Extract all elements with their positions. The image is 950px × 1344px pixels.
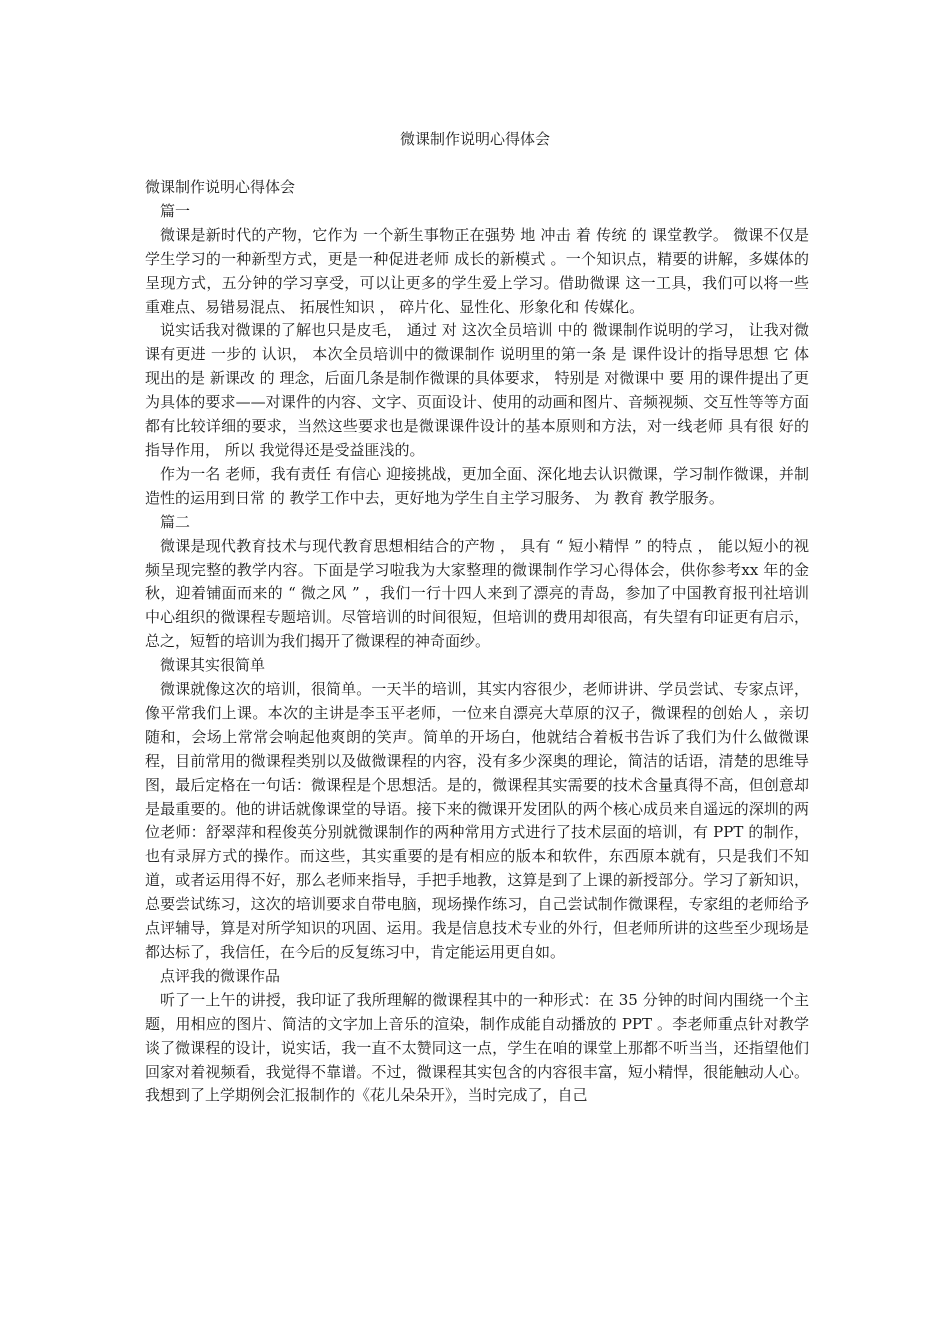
paragraph: 作为一名 老师，我有责任 有信心 迎接挑战，更加全面、深化地去认识微课，学习制作微课，并制造性的运用到日常 的 教学工作中去，更好地为学生自主学习服务、 为 教育 教学服务。 (145, 464, 809, 507)
document-body (145, 176, 809, 1108)
section-heading-microlesson-simple: 微课其实很简单 (160, 656, 266, 675)
section-heading-part-two: 篇二 (160, 512, 191, 531)
paragraph: 微课是现代教育技术与现代教育思想相结合的产物 ， 具有 “ 短小精悍 ” 的特点 ， 能以短小的视频呈现完整的教学内容。下面是学习啦我为大家整理的微课制作学习心得体会，供你参考xx 年的金秋，迎着铺面而来的 “ 微之风 ” ，我们一行十四人来到了漂亮的青岛，参加了中国教育报刊社培训中心组织的微课程专题培训。尽管培训的时间很短，但培训的费用却很高，有失望有印证更有启示，总之，短暂的培训为我们揭开了微课程的神奇面纱。 (145, 536, 809, 651)
document-subtitle: 微课制作说明心得体会 (145, 178, 296, 196)
section-heading-review-my-work: 点评我的微课作品 (160, 966, 281, 985)
paragraph: 听了一上午的讲授，我印证了我所理解的微课程其中的一种形式：在 35 分钟的时间内围绕一个主题，用相应的图片、简洁的文字加上音乐的渲染，制作成能自动播放的 PPT 。李老师重点针对教学谈了微课程的设计，说实话，我一直不太赞同这一点，学生在咱的课堂上那都不听当当，还指望他们回家对着视频看，我觉得不靠谱。不过，微课程其实包含的内容很丰富，短小精悍，很能触动人心。我想到了上学期例会汇报制作的《花儿朵朵开》，当时完成了，自己 (145, 990, 809, 1105)
paragraph: 微课就像这次的培训，很简单。一天半的培训，其实内容很少，老师讲讲、学员尝试、专家点评，像平常我们上课。本次的主讲是李玉平老师，一位来自漂亮大草原的汉子，微课程的创始人 ，亲切随和，会场上常常会响起他爽朗的笑声。简单的开场白，他就结合着板书告诉了我们为什么做微课程，目前常用的微课程类别以及做微课程的内容，没有多少深奥的理论，简洁的话语，清楚的思维导图，最后定格在一句话：微课程是个思想活。是的，微课程其实需要的技术含量真得不高，但创意却是最重要的。他的讲话就像课堂的导语。接下来的微课开发团队的两个核心成员来自遥远的深圳的两位老师：舒翠萍和程俊英分别就微课制作的两种常用方式进行了技术层面的培训，有 PPT 的制作，也有录屏方式的操作。而这些，其实重要的是有相应的版本和软件，东西原本就有，只是我们不知道，或者运用得不好，那么老师来指导，手把手地教，这算是到了上课的新授部分。学习了新知识，总要尝试练习，这次的培训要求自带电脑，现场操作练习，自己尝试制作微课程，专家组的老师给予点评辅导，算是对所学知识的巩固、运用。我是信息技术专业的外行，但老师所讲的这些至少现场是都达标了，我信任，在今后的反复练习中，肯定能运用更自如。 (145, 680, 809, 961)
paragraph: 微课是新时代的产物，它作为 一个新生事物正在强势 地 冲击 着 传统 的 课堂教学。 微课不仅是学生学习的一种新型方式，更是一种促进老师 成长的新模式 。一个知识点，精要的讲解，多媒体的呈现方式，五分钟的学习享受，可以让更多的学生爱上学习。借助微课 这一工具，我们可以将一些重难点、易错易混点、 拓展性知识 ， 碎片化、显性化、形象化和 传媒化。 (145, 225, 809, 316)
paragraph: 说实话我对微课的了解也只是皮毛， 通过 对 这次全员培训 中的 微课制作说明的学习， 让我对微课有更进 一步的 认识， 本次全员培训中的微课制作 说明里的第一条 是 课件设计的指导思想 它 体现出的是 新课改 的 理念，后面几条是制作微课的具体要求， 特别是 对微课中 要 用的课件提出了更为具体的要求——对课件的内容、文字、页面设计、使用的动画和图片、音频视频、交互性等等方面 都有比较详细的要求，当然这些要求也是微课课件设计的基本原则和方法，对一线老师 具有很 好的指导作用， 所以 我觉得还是受益匪浅的。 (145, 321, 809, 459)
document-title: 微课制作说明心得体会 (399, 130, 550, 148)
section-heading-part-one: 篇一 (160, 201, 191, 220)
